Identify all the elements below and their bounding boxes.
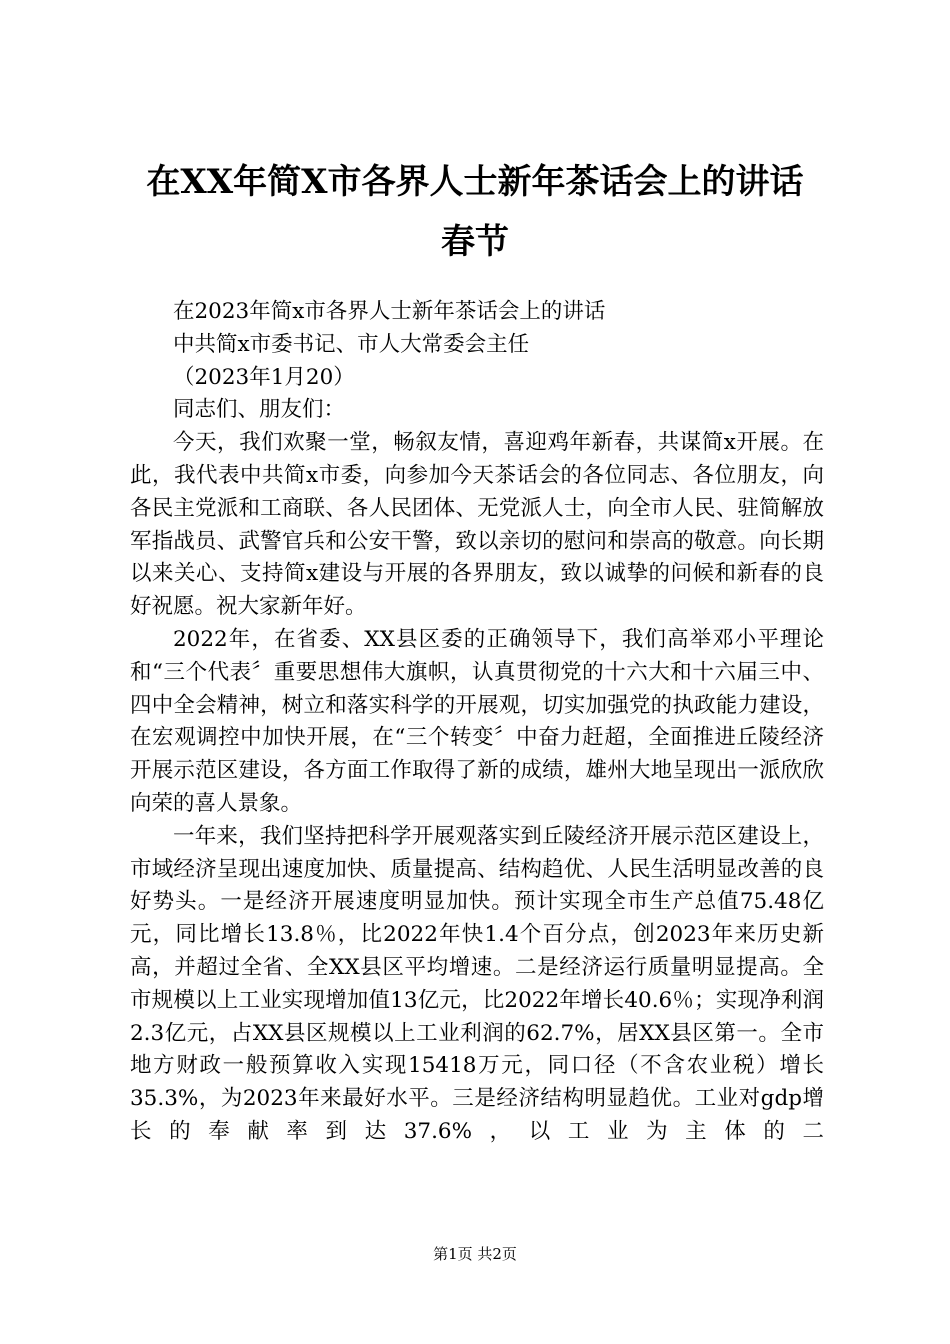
document-title-line-1: 在XX年简X市各界人士新年茶话会上的讲话	[146, 162, 804, 202]
page-number-footer: 第1页 共2页	[433, 1245, 517, 1263]
subtitle-paragraph: 在2023年简x市各界人士新年茶话会上的讲话	[173, 299, 606, 324]
body-paragraph: 今天，我们欢聚一堂，畅叙友情，喜迎鸡年新春，共谋简x开展。在此，我代表中共简x市委，向参加今天茶话会的各位同志、各位朋友，向各民主党派和工商联、各人民团体、无党派人士，向全市人民、驻简解放军指战员、武警官兵和公安干警，致以亲切的慰问和崇高的敬意。向长期以来关心、支持简x建设与开展的各界朋友，致以诚挚的问候和新春的良好祝愿。祝大家新年好。	[130, 430, 824, 620]
speaker-paragraph: 中共简x市委书记、市人大常委会主任	[173, 331, 530, 357]
date-paragraph: （2023年1月20）	[173, 364, 355, 390]
body-paragraph: 2022年，在省委、XX县区委的正确领导下，我们高举邓小平理论和“三个代表〞重要思想伟大旗帜，认真贯彻党的十六大和十六届三中、四中全会精神，树立和落实科学的开展观，切实加强党的执政能力建设，在宏观调控中加快开展，在“三个转变〞中奋力赶超，全面推进丘陵经济开展示范区建设，各方面工作取得了新的成绩，雄州大地呈现出一派欣欣向荣的喜人景象。	[130, 626, 824, 816]
salutation-paragraph: 同志们、朋友们：	[173, 397, 346, 423]
document-title-line-2: 春节	[441, 222, 509, 262]
body-paragraph: 一年来，我们坚持把科学开展观落实到丘陵经济开展示范区建设上，市域经济呈现出速度加快、质量提高、结构趋优、人民生活明显改善的良好势头。一是经济开展速度明显加快。预计实现全市生产总值75.48亿元，同比增长13.8％，比2022年快1.4个百分点，创2023年来历史新高，并超过全省、全XX县区平均增速。二是经济运行质量明显提高。全市规模以上工业实现增加值13亿元，比2022年增长40.6％；实现净利润2.3亿元，占XX县区规模以上工业利润的62.7%，居XX县区第一。全市地方财政一般预算收入实现15418万元，同口径（不含农业税）增长35.3%，为2023年来最好水平。三是经济结构明显趋优。工业对gdp增长的奉献率到达37.6%，以工业为主体的二	[130, 823, 824, 1144]
document-body	[130, 296, 824, 1149]
